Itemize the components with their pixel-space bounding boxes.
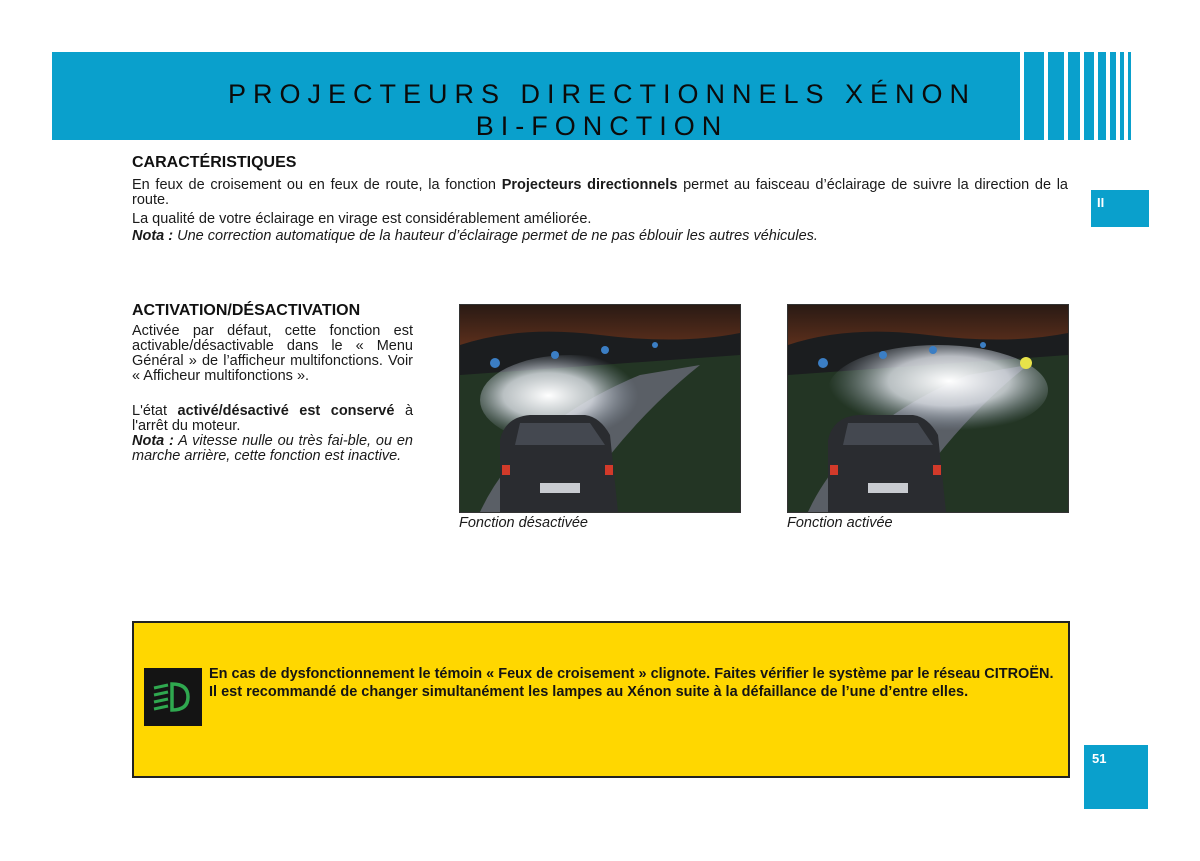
page-title bbox=[182, 78, 1022, 142]
headlamp-warning-icon bbox=[144, 668, 202, 726]
chapter-tab bbox=[1091, 190, 1149, 227]
section-heading-activation: ACTIVATION/DÉSACTIVATION bbox=[132, 302, 361, 319]
photo-function-enabled bbox=[787, 304, 1069, 513]
page-number: 51 bbox=[1092, 751, 1107, 766]
title-line-2: BI-FONCTION bbox=[475, 111, 729, 141]
photo-function-disabled bbox=[459, 304, 741, 513]
caracteristiques-paragraph-1: En feux de croisement ou en feux de route, la fonction Projecteurs directionnels permet au faisceau d’éclairage de suivre la direction de la route. bbox=[132, 177, 1068, 208]
warning-text bbox=[209, 667, 1059, 703]
caption-function-enabled: Fonction activée bbox=[787, 515, 893, 531]
warning-line-2: Il est recommandé de changer simultanément les lampes au Xénon suite à la défaillance de l’une d’entre elles. bbox=[209, 684, 969, 700]
chapter-label: II bbox=[1097, 195, 1105, 210]
caracteristiques-nota: Nota : Une correction automatique de la hauteur d’éclairage permet de ne pas éblouir les autres véhicules. bbox=[132, 228, 818, 244]
page-number-tab bbox=[1084, 745, 1148, 809]
caracteristiques-paragraph-2: La qualité de votre éclairage en virage est considérablement améliorée. bbox=[132, 211, 592, 227]
title-line-1: PROJECTEURS DIRECTIONNELS XÉNON bbox=[227, 79, 977, 109]
caption-function-disabled: Fonction désactivée bbox=[459, 515, 588, 531]
header-stripes bbox=[1020, 52, 1140, 140]
activation-paragraph-2: L'état activé/désactivé est conservé à l'arrêt du moteur. bbox=[132, 403, 414, 434]
activation-nota: Nota : A vitesse nulle ou très fai-ble, ou en marche arrière, cette fonction est inactive. bbox=[132, 433, 413, 464]
section-heading-caracteristiques: CARACTÉRISTIQUES bbox=[132, 154, 297, 171]
warning-line-1: En cas de dysfonctionnement le témoin « Feux de croisement » clignote. Faites vérifier le système par le réseau CITROËN. bbox=[209, 666, 1054, 682]
warning-box bbox=[132, 621, 1070, 778]
header-band bbox=[52, 52, 1020, 140]
activation-paragraph-1: Activée par défaut, cette fonction est activable/désactivable dans le « Menu Général » de l’afficheur multifonctions. Voir « Afficheur multifonctions ». bbox=[132, 323, 413, 384]
